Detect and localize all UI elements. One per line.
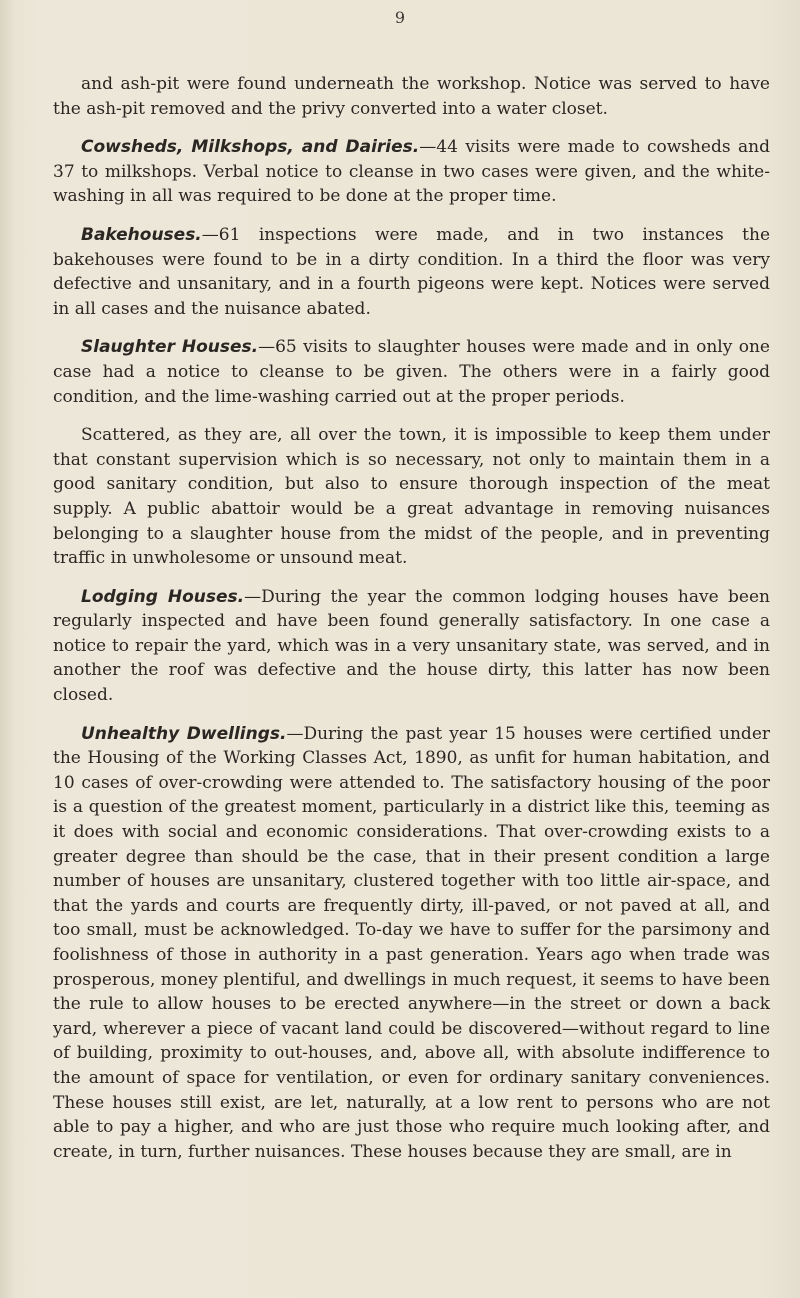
section-heading-lodging-houses: Lodging Houses. [81,586,245,607]
paragraph-abattoir [53,423,770,571]
paragraph-lodging-houses [53,585,770,708]
section-heading-slaughter-houses: Slaughter Houses. [81,337,259,358]
paragraph-text: —During the past year 15 houses were certified under the Housing of the Working Classes Act, 1890, as unfit for human habitation, and 10 cases of over-crowding were attended to. The satisfactory housing of the poor is a question of the greatest moment, particularly in a district like this, teeming as it does with social and economic considerations. That over-crowding exists to a greater degree than should be the case, that in their present condition a large number of houses are unsanitary, clustered together with too little air-space, and that the yards and courts are frequently dirty, ill-paved, or not paved at all, and too small, must be acknowledged. To-day we have to suffer for the parsimony and foolishness of those in authority in a past generation. Years ago when trade was prosperous, money plentiful, and dwellings in much request, it seems to have been the rule to allow houses to be erected anywhere—in the street or down a back yard, wherever a piece of vacant land could be discovered—without regard to line of building, proximity to out-houses, and, above all, with absolute indifference to the amount of space for ventilation, or even for ordinary sanitary conveniences. These houses still exist, are let, naturally, at a low rent to persons who are not able to pay a higher, and who are just those who require much looking after, and create, in turn, further nuisances. These houses because they are small, are in [53,723,771,1162]
paragraph-cowsheds [53,135,770,209]
page-number: 9 [394,8,406,27]
paragraph-bakehouses [53,223,770,321]
paragraph-slaughter-houses [53,335,770,409]
paragraph-text: —During the year the common lodging houses have been regularly inspected and have been found generally satisfactory. In one case a notice to repair the yard, which was in a very unsanitary state, was served, and in another the roof was defective and the house dirty, this latter has now been closed. [53,586,770,706]
paragraph-text: —44 visits were made to cowsheds and 37 to milkshops. Verbal notice to cleanse in two cases were given, and the white-washing in all was required to be done at the proper time. [53,137,770,207]
section-heading-unhealthy-dwellings: Unhealthy Dwellings. [81,723,287,744]
paragraph-text: and ash-pit were found underneath the workshop. Notice was served to have the ash-pit removed and the privy converted into a water closet. [53,74,770,119]
paragraph-ash-pit [53,72,770,121]
paragraph-text: —65 visits to slaughter houses were made and in only one case had a notice to cleanse to be given. The others were in a fairly good condition, and the lime-washing carried out at the proper periods. [53,337,770,407]
paragraph-unhealthy-dwellings [53,722,770,1165]
section-heading-cowsheds: Cowsheds, Milkshops, and Dairies. [81,137,420,158]
paragraph-text: —61 inspections were made, and in two instances the bakehouses were found to be in a dirty condition. In a third the floor was very defective and unsanitary, and in a fourth pigeons were kept. Notices were served in all cases and the nuisance abated. [53,224,770,319]
paragraph-text: Scattered, as they are, all over the town, it is impossible to keep them under that constant supervision which is so necessary, not only to maintain them in a good sanitary condition, but also to ensure thorough inspection of the meat supply. A public abattoir would be a great advantage in removing nuisances belonging to a slaughter house from the midst of the people, and in preventing traffic in unwholesome or unsound meat. [53,425,770,569]
section-heading-bakehouses: Bakehouses. [81,224,202,245]
body-text [53,72,770,1178]
